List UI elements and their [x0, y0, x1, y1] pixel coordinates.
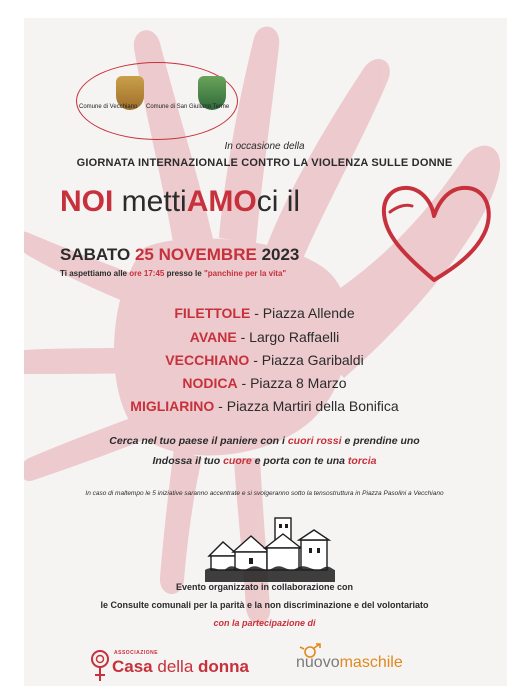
call-red-hearts: cuori rossi — [287, 435, 342, 447]
organizers-line-1: Evento organizzato in collaborazione con — [175, 582, 354, 592]
casa-association-label: ASSOCIAZIONE — [114, 650, 159, 656]
location-town: VECCHIANO — [165, 352, 250, 368]
vecchiano-caption: Comune di Vecchiano — [79, 104, 138, 110]
san-giuliano-caption: Comune di San Giuliano Terme — [146, 104, 230, 110]
event-day: SABATO — [60, 245, 131, 264]
location-town: MIGLIARINO — [130, 398, 215, 414]
call-torch: torcia — [347, 455, 377, 467]
location-place: - Largo Raffaelli — [236, 329, 340, 345]
maschile-word: maschile — [339, 654, 403, 671]
nuovo-word: nuovo — [296, 654, 340, 671]
invitation-before: Ti aspettiamo alle — [60, 269, 130, 278]
weather-note: In caso di maltempo le 5 iniziative saranno accentrate e si svolgeranno sotto la tensostruttura in Piazza Pasolini a Vecchiano — [85, 490, 444, 497]
call-heart: cuore — [223, 455, 252, 467]
call-text: e porta con te una — [251, 455, 348, 467]
casa-donna: donna — [198, 657, 250, 676]
invitation-line — [60, 269, 286, 278]
call-text: Indossa il tuo — [152, 455, 224, 467]
location-nodica — [0, 375, 529, 391]
location-place: - Piazza Martiri della Bonifica — [214, 398, 399, 414]
location-filettole — [0, 305, 529, 321]
headline-metti: metti — [113, 185, 187, 218]
call-line-1 — [0, 435, 529, 447]
event-title: GIORNATA INTERNAZIONALE CONTRO LA VIOLENZA SULLE DONNE — [76, 157, 453, 169]
participation-text: con la partecipazione di — [213, 618, 316, 628]
event-date — [60, 245, 299, 265]
organizers-line-2: le Consulte comunali per la parità e la non discriminazione e del volontariato — [100, 600, 429, 610]
casa-della-donna-logo-icon — [90, 649, 110, 683]
location-town: AVANE — [189, 329, 237, 345]
invitation-middle: presso le — [164, 269, 204, 278]
occasion-text: In occasione della — [224, 141, 305, 152]
nuovo-maschile-name — [296, 654, 403, 672]
headline-amo: AMO — [186, 185, 257, 218]
invitation-place: "panchine per la vita" — [203, 269, 287, 278]
location-town: NODICA — [182, 375, 238, 391]
headline-noi: NOI — [60, 185, 114, 218]
casa-rest: della — [152, 657, 199, 676]
headline — [60, 185, 300, 219]
headline-ci-il: ci il — [256, 185, 301, 218]
casa-word: Casa — [112, 657, 153, 676]
call-text: e prendine uno — [341, 435, 420, 447]
heart-icon — [376, 176, 496, 286]
call-line-2 — [0, 455, 529, 467]
location-migliarino — [0, 398, 529, 414]
invitation-time: ore 17:45 — [129, 269, 165, 278]
event-date-red: 25 NOVEMBRE — [134, 245, 257, 264]
location-place: - Piazza Garibaldi — [249, 352, 364, 368]
location-avane — [0, 329, 529, 345]
casa-della-donna-name — [112, 657, 249, 677]
call-text: Cerca nel tuo paese il paniere con i — [109, 435, 288, 447]
location-vecchiano — [0, 352, 529, 368]
location-place: - Piazza Allende — [250, 305, 355, 321]
event-year: 2023 — [261, 245, 300, 264]
village-sketch-icon — [205, 512, 335, 582]
location-town: FILETTOLE — [174, 305, 251, 321]
location-place: - Piazza 8 Marzo — [237, 375, 347, 391]
